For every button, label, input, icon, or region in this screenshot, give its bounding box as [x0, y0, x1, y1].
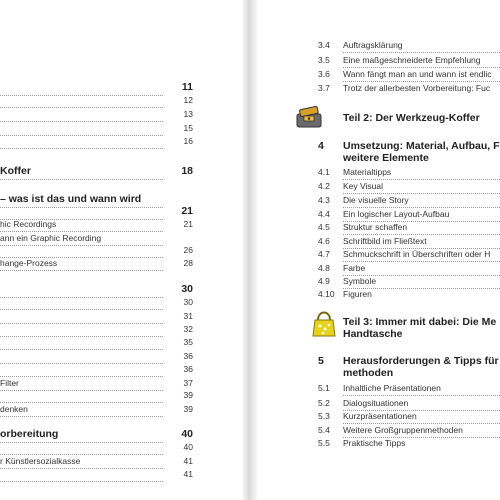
toc-page-number: 13 [183, 109, 193, 119]
dotted-rule [0, 376, 163, 377]
toc-entry-title: denken [0, 404, 28, 414]
dotted-rule [0, 390, 163, 391]
toc-entry-title: Schriftbild im Fließtext [343, 236, 427, 246]
toc-entry-title: Filter [0, 378, 19, 388]
dotted-rule [343, 193, 500, 194]
dotted-rule [0, 454, 163, 455]
dotted-rule [343, 179, 500, 180]
toc-entry-number: 3.4 [318, 40, 330, 50]
toc-entry-title: Dialogsituationen [343, 398, 409, 408]
dotted-rule [0, 95, 163, 96]
toc-entry-number: 3.5 [318, 55, 330, 65]
dotted-rule [0, 363, 163, 364]
toc-entry-title: orbereitung [0, 428, 59, 440]
toc-entry-number: 4.6 [318, 236, 330, 246]
toc-page-number: 36 [183, 351, 193, 361]
dotted-rule [0, 323, 163, 324]
toc-page-number: 21 [181, 205, 193, 217]
dotted-rule [0, 207, 163, 208]
dotted-rule [0, 309, 163, 310]
handbag-icon [312, 308, 336, 338]
toc-entry-title: Materialtipps [343, 167, 392, 177]
toc-page-number: 12 [183, 95, 193, 105]
toc-page-number: 37 [183, 378, 193, 388]
toc-page-number: 40 [181, 428, 193, 440]
part-heading: Teil 2: Der Werkzeug-Koffer [343, 112, 480, 124]
toc-page-number: 21 [183, 219, 193, 229]
toc-entry-title: Farbe [343, 263, 366, 273]
dotted-rule [0, 416, 163, 417]
toc-entry-number: 5.1 [318, 383, 330, 393]
right-page [257, 0, 500, 500]
toc-page-number: 41 [183, 456, 193, 466]
toc-entry-title: Key Visual [343, 181, 384, 191]
toc-entry-number: 5.5 [318, 438, 330, 448]
toc-entry-title: Die visuelle Story [343, 195, 409, 205]
dotted-rule [0, 270, 163, 271]
book-gutter [243, 0, 257, 500]
toc-page-number: 41 [183, 469, 193, 479]
toc-entry-title: Auftragsklärung [343, 40, 403, 50]
dotted-rule [343, 395, 500, 396]
toc-entry-number: 4.4 [318, 209, 330, 219]
chapter-title: Herausforderungen & Tipps für [343, 355, 499, 367]
toc-entry-number: 5.4 [318, 425, 330, 435]
dotted-rule [0, 148, 163, 149]
toc-entry-number: 4.3 [318, 195, 330, 205]
toc-page-number: 31 [183, 311, 193, 321]
dotted-rule [343, 261, 500, 262]
dotted-rule [0, 442, 163, 443]
dotted-rule [343, 423, 500, 424]
dotted-rule [343, 207, 500, 208]
toc-entry-title: Schmuckschrift in Überschriften oder H [343, 249, 491, 259]
toc-entry-title: – was ist das und wann wird [0, 193, 142, 205]
toc-entry-number: 4.5 [318, 222, 330, 232]
toc-entry-title: Kurzpräsentationen [343, 411, 417, 421]
toc-entry-title: hic Recordings [0, 219, 57, 229]
toc-entry-title: Figuren [343, 289, 372, 299]
dotted-rule [0, 121, 163, 122]
toc-entry-number: 4.8 [318, 263, 330, 273]
toc-entry-number: 4.9 [318, 276, 330, 286]
toc-page-number: 40 [183, 442, 193, 452]
part-heading: Teil 3: Immer mit dabei: Die Me [343, 316, 497, 328]
toc-entry-title: Praktische Tipps [343, 438, 406, 448]
toc-entry-title: Koffer [0, 165, 31, 177]
toc-entry-number: 4.2 [318, 181, 330, 191]
dotted-rule [0, 481, 163, 482]
toolbox-icon [294, 104, 324, 132]
toc-entry-number: 5.2 [318, 398, 330, 408]
chapter-title-cont: methoden [343, 367, 394, 379]
toc-page-number: 16 [183, 136, 193, 146]
chapter-number: 5 [318, 355, 324, 367]
dotted-rule [343, 67, 500, 68]
dotted-rule [343, 81, 500, 82]
toc-entry-title: Symbole [343, 276, 377, 286]
dotted-rule [343, 52, 500, 53]
toc-entry-number: 4.7 [318, 249, 330, 259]
toc-page-number: 11 [181, 81, 193, 93]
toc-entry-title: Ein logischer Layout-Aufbau [343, 209, 450, 219]
dotted-rule [0, 179, 163, 180]
dotted-rule [0, 135, 163, 136]
toc-entry-title: Inhaltliche Präsentationen [343, 383, 441, 393]
chapter-number: 4 [318, 140, 324, 152]
toc-page-number: 36 [183, 364, 193, 374]
toc-entry-title: Trotz der allerbesten Vorbereitung: Fuc [343, 83, 491, 93]
toc-entry-number: 4.10 [318, 289, 335, 299]
left-page [0, 0, 243, 500]
toc-page-number: 35 [183, 337, 193, 347]
toc-page-number: 39 [183, 404, 193, 414]
toc-page-number: 30 [183, 297, 193, 307]
toc-entry-title: Wann fängt man an und wann ist endlic [343, 69, 492, 79]
dotted-rule [0, 336, 163, 337]
toc-entry-number: 3.6 [318, 69, 330, 79]
toc-page-number: 26 [183, 245, 193, 255]
dotted-rule [0, 349, 163, 350]
chapter-title-cont: weitere Elemente [343, 152, 429, 164]
toc-entry-title: r Künstlersozialkasse [0, 456, 81, 466]
chapter-title: Umsetzung: Material, Aufbau, F [343, 140, 500, 152]
toc-page-number: 28 [183, 258, 193, 268]
toc-entry-title: Weitere Großgruppenmethoden [343, 425, 463, 435]
part-heading-cont: Handtasche [343, 328, 403, 340]
toc-entry-number: 3.7 [318, 83, 330, 93]
toc-entry-title: hange-Prozess [0, 258, 58, 268]
dotted-rule [343, 234, 500, 235]
dotted-rule [0, 231, 163, 232]
toc-entry-number: 5.3 [318, 411, 330, 421]
dotted-rule [0, 468, 163, 469]
toc-page-number: 39 [183, 390, 193, 400]
toc-page-number: 18 [181, 165, 193, 177]
toc-page-number: 15 [183, 123, 193, 133]
dotted-rule [0, 297, 163, 298]
toc-entry-title: Struktur schaffen [343, 222, 408, 232]
dotted-rule [0, 107, 163, 108]
dotted-rule [0, 245, 163, 246]
toc-page-number: 30 [181, 283, 193, 295]
toc-entry-title: ann ein Graphic Recording [0, 233, 102, 243]
toc-entry-number: 4.1 [318, 167, 330, 177]
dotted-rule [0, 402, 163, 403]
toc-entry-title: Eine maßgeschneiderte Empfehlung [343, 55, 481, 65]
toc-page-number: 32 [183, 324, 193, 334]
